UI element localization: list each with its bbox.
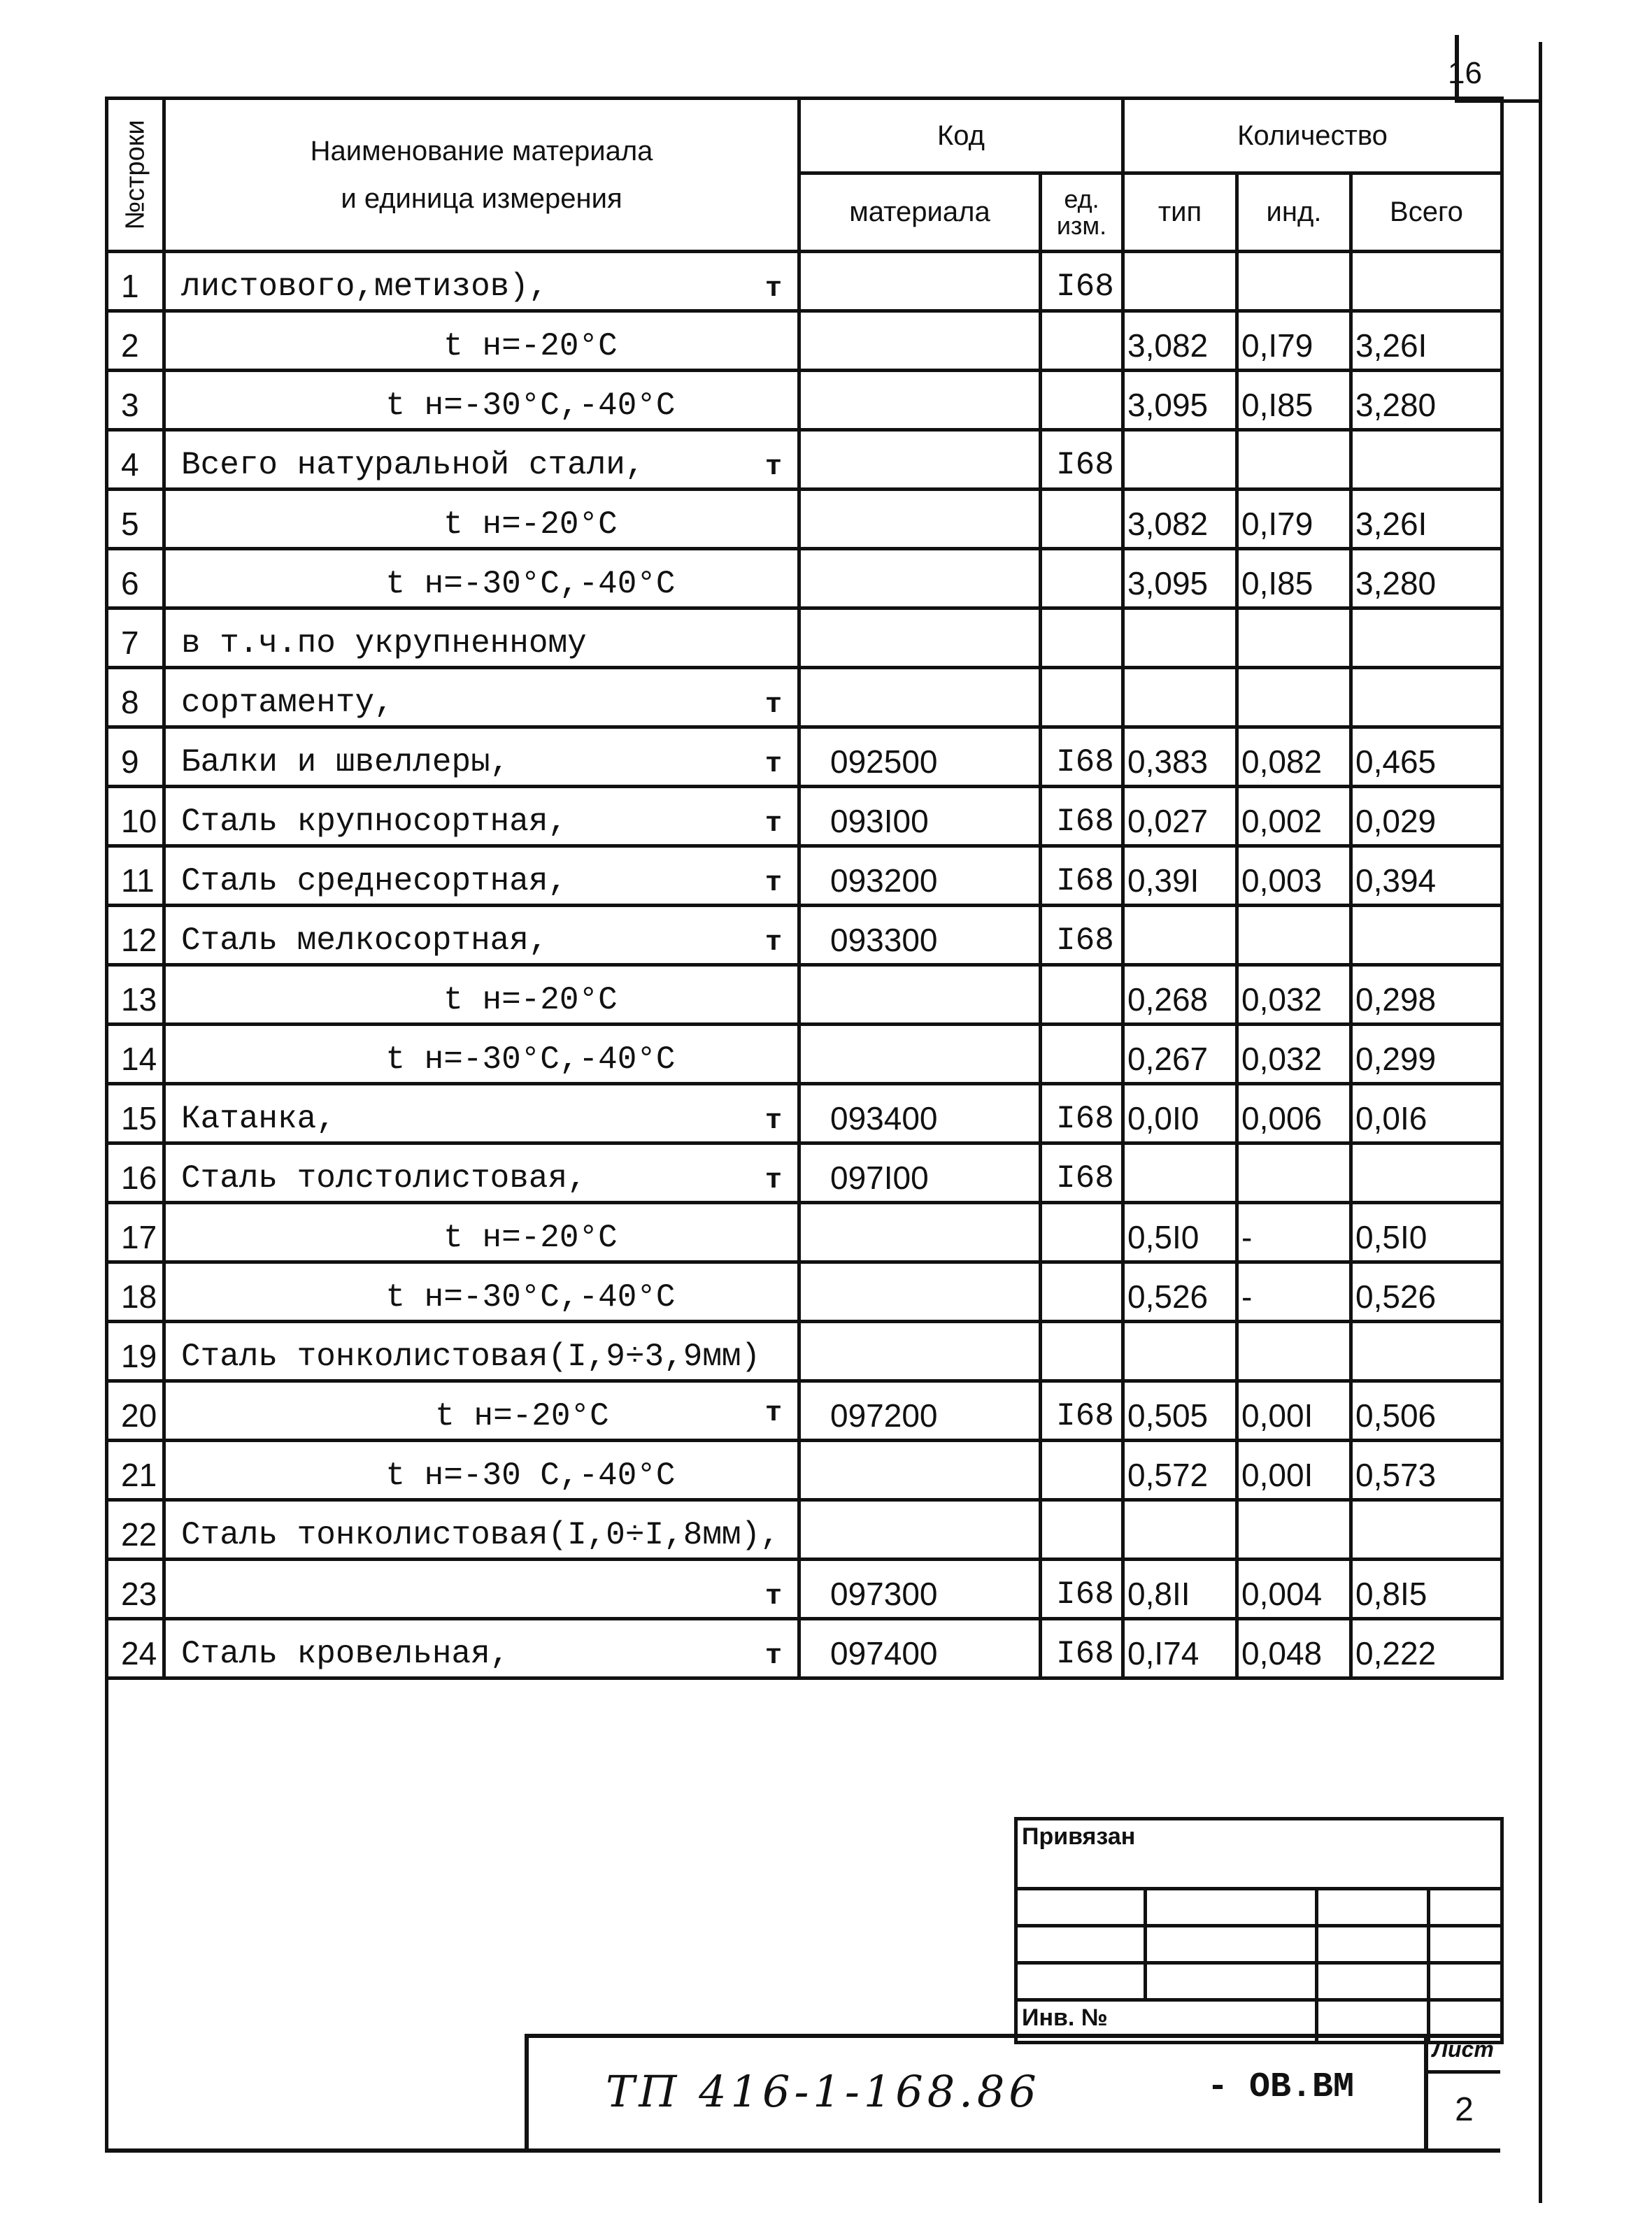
- unit-code: I68: [1041, 906, 1123, 965]
- material-name-cell: [164, 490, 799, 549]
- material-name: Сталь мелкосортная,: [181, 922, 548, 959]
- quantity-typ: [1123, 1322, 1237, 1381]
- sheet-number: 2: [1455, 2091, 1474, 2128]
- header-total: Всего: [1351, 173, 1502, 252]
- quantity-ind: 0,002: [1237, 787, 1351, 846]
- material-name-cell: [164, 1262, 799, 1322]
- material-name-cell: [164, 311, 799, 371]
- quantity-ind: 0,004: [1237, 1560, 1351, 1619]
- unit-label: т: [764, 690, 782, 721]
- material-code: [799, 490, 1041, 549]
- quantity-typ: 0,0I0: [1123, 1084, 1237, 1143]
- row-number: 3: [107, 371, 164, 430]
- header-code: Код: [799, 99, 1123, 173]
- material-code: 093300: [799, 906, 1041, 965]
- unit-label: т: [764, 273, 782, 305]
- row-number: 24: [107, 1619, 164, 1678]
- material-code: [799, 1441, 1041, 1500]
- table-row: [107, 311, 1502, 371]
- header-name-line2: и единица измерения: [341, 183, 622, 214]
- quantity-ind: 0,003: [1237, 846, 1351, 906]
- row-number: 23: [107, 1560, 164, 1619]
- material-name-cell: [164, 252, 799, 311]
- header-material-name: [164, 99, 799, 252]
- unit-label: т: [764, 1641, 782, 1672]
- material-code: [799, 1500, 1041, 1560]
- table-row: [107, 1322, 1502, 1381]
- quantity-typ: [1123, 906, 1237, 965]
- quantity-typ: [1123, 668, 1237, 727]
- table-row: [107, 608, 1502, 668]
- row-number: 17: [107, 1203, 164, 1262]
- row-number: 2: [107, 311, 164, 371]
- material-name-cell: [164, 1619, 799, 1678]
- table-row: [107, 906, 1502, 965]
- quantity-ind: [1237, 668, 1351, 727]
- material-name-cell: [164, 1322, 799, 1381]
- table-row: [107, 965, 1502, 1025]
- material-code: [799, 965, 1041, 1025]
- row-number: 10: [107, 787, 164, 846]
- material-name: листового,метизов),: [181, 269, 548, 305]
- row-number: 14: [107, 1025, 164, 1084]
- unit-code: [1041, 490, 1123, 549]
- unit-code: [1041, 549, 1123, 608]
- quantity-ind: 0,I85: [1237, 549, 1351, 608]
- material-code: 097300: [799, 1560, 1041, 1619]
- quantity-total: [1351, 668, 1502, 727]
- quantity-ind: 0,032: [1237, 1025, 1351, 1084]
- material-code: [799, 311, 1041, 371]
- unit-code: [1041, 1500, 1123, 1560]
- sheet-box: [1424, 2034, 1500, 2153]
- unit-label: т: [764, 1398, 782, 1430]
- quantity-typ: 3,082: [1123, 311, 1237, 371]
- material-name: Сталь тонколистовая(I,0÷I,8мм),: [181, 1517, 780, 1553]
- stamp-attached-label: Привязан: [1016, 1819, 1502, 1889]
- temperature-condition: t н=-30 С,-40°С: [385, 1457, 676, 1494]
- material-name-cell: [164, 965, 799, 1025]
- quantity-ind: 0,082: [1237, 727, 1351, 787]
- material-name-cell: [164, 1203, 799, 1262]
- header-material-code: материала: [799, 173, 1041, 252]
- stamp-cell: [1429, 1926, 1502, 1963]
- row-number: 6: [107, 549, 164, 608]
- unit-code: [1041, 1441, 1123, 1500]
- stamp-cell: [1146, 1963, 1317, 2000]
- temperature-condition: t н=-30°С,-40°С: [385, 1041, 676, 1078]
- quantity-total: 0,506: [1351, 1381, 1502, 1441]
- unit-code: I68: [1041, 846, 1123, 906]
- material-name-cell: [164, 430, 799, 490]
- material-name: Катанка,: [181, 1101, 336, 1137]
- document-suffix: - ОВ.ВМ: [1207, 2067, 1355, 2107]
- unit-label: т: [764, 1165, 782, 1197]
- quantity-total: 0,394: [1351, 846, 1502, 906]
- approval-stamp: [1014, 1817, 1504, 2044]
- quantity-total: [1351, 252, 1502, 311]
- material-name: Сталь кровельная,: [181, 1636, 510, 1672]
- document-code: ТП 416-1-168.86: [606, 2066, 1041, 2117]
- material-name-cell: [164, 371, 799, 430]
- quantity-ind: -: [1237, 1203, 1351, 1262]
- unit-label: т: [764, 1581, 782, 1613]
- quantity-typ: 3,082: [1123, 490, 1237, 549]
- table-row: [107, 1441, 1502, 1500]
- table-row: [107, 1143, 1502, 1203]
- table-row: [107, 1560, 1502, 1619]
- stamp-cell: [1146, 1926, 1317, 1963]
- sheet-label: Лист: [1428, 2034, 1500, 2074]
- stamp-cell: [1016, 1926, 1146, 1963]
- temperature-condition: t н=-20°С: [435, 1398, 609, 1434]
- header-unit-line1: ед.: [1064, 184, 1099, 213]
- quantity-typ: 0,267: [1123, 1025, 1237, 1084]
- quantity-typ: 0,526: [1123, 1262, 1237, 1322]
- row-number: 13: [107, 965, 164, 1025]
- material-name-cell: [164, 1441, 799, 1500]
- stamp-inventory-label: Инв. №: [1016, 2000, 1317, 2043]
- material-code: [799, 1322, 1041, 1381]
- row-number: 7: [107, 608, 164, 668]
- material-name-cell: [164, 846, 799, 906]
- material-name-cell: [164, 549, 799, 608]
- material-code: [799, 1262, 1041, 1322]
- material-name: Сталь толстолистовая,: [181, 1160, 587, 1197]
- quantity-typ: [1123, 1500, 1237, 1560]
- quantity-total: [1351, 1500, 1502, 1560]
- quantity-ind: [1237, 1500, 1351, 1560]
- stamp-cell: [1317, 1926, 1429, 1963]
- header-unit: [1041, 173, 1123, 252]
- quantity-total: [1351, 906, 1502, 965]
- unit-code: [1041, 1025, 1123, 1084]
- quantity-total: [1351, 1322, 1502, 1381]
- quantity-total: 0,0I6: [1351, 1084, 1502, 1143]
- quantity-typ: 0,5I0: [1123, 1203, 1237, 1262]
- material-name-cell: [164, 1025, 799, 1084]
- quantity-typ: 0,383: [1123, 727, 1237, 787]
- table-row: [107, 371, 1502, 430]
- quantity-typ: 3,095: [1123, 371, 1237, 430]
- quantity-total: 0,5I0: [1351, 1203, 1502, 1262]
- material-name-cell: [164, 1143, 799, 1203]
- quantity-total: 0,222: [1351, 1619, 1502, 1678]
- unit-label: т: [764, 1106, 782, 1137]
- row-number: 11: [107, 846, 164, 906]
- table-row: [107, 1500, 1502, 1560]
- quantity-total: 3,280: [1351, 549, 1502, 608]
- temperature-condition: t н=-20°С: [443, 1220, 618, 1256]
- row-number: 5: [107, 490, 164, 549]
- unit-code: [1041, 1262, 1123, 1322]
- quantity-ind: [1237, 906, 1351, 965]
- row-number: 20: [107, 1381, 164, 1441]
- quantity-typ: 0,39I: [1123, 846, 1237, 906]
- table-row: [107, 1619, 1502, 1678]
- unit-code: [1041, 668, 1123, 727]
- material-name: Всего натуральной стали,: [181, 447, 645, 483]
- page-number: 16: [1448, 56, 1482, 90]
- table-row: [107, 430, 1502, 490]
- quantity-total: 0,299: [1351, 1025, 1502, 1084]
- quantity-typ: [1123, 430, 1237, 490]
- quantity-total: 0,298: [1351, 965, 1502, 1025]
- header-name-line1: Наименование материала: [310, 136, 653, 166]
- material-name-cell: [164, 1560, 799, 1619]
- table-body: [107, 252, 1502, 1678]
- material-name-cell: [164, 1381, 799, 1441]
- material-code: [799, 1025, 1041, 1084]
- stamp-cell: [1429, 1963, 1502, 2000]
- row-number: 12: [107, 906, 164, 965]
- material-name-cell: [164, 1084, 799, 1143]
- temperature-condition: t н=-20°С: [443, 506, 618, 543]
- material-code: 097200: [799, 1381, 1041, 1441]
- quantity-total: 3,280: [1351, 371, 1502, 430]
- material-code: [799, 668, 1041, 727]
- quantity-typ: 0,8II: [1123, 1560, 1237, 1619]
- temperature-condition: t н=-30°С,-40°С: [385, 1279, 676, 1316]
- header-row-number: [107, 99, 164, 252]
- quantity-ind: 0,I85: [1237, 371, 1351, 430]
- unit-code: [1041, 311, 1123, 371]
- unit-code: I68: [1041, 1560, 1123, 1619]
- material-name: в т.ч.по укрупненному: [181, 625, 587, 662]
- unit-code: I68: [1041, 1619, 1123, 1678]
- material-code: 097400: [799, 1619, 1041, 1678]
- material-name-cell: [164, 727, 799, 787]
- unit-code: I68: [1041, 1143, 1123, 1203]
- material-code: [799, 252, 1041, 311]
- row-number: 4: [107, 430, 164, 490]
- title-block: [525, 2034, 1500, 2153]
- stamp-cell: [1016, 1889, 1146, 1926]
- material-code: [799, 371, 1041, 430]
- quantity-typ: 3,095: [1123, 549, 1237, 608]
- quantity-ind: [1237, 608, 1351, 668]
- quantity-ind: [1237, 430, 1351, 490]
- table-row: [107, 1084, 1502, 1143]
- quantity-typ: 0,572: [1123, 1441, 1237, 1500]
- row-number: 8: [107, 668, 164, 727]
- quantity-ind: -: [1237, 1262, 1351, 1322]
- unit-code: I68: [1041, 1084, 1123, 1143]
- table-row: [107, 1262, 1502, 1322]
- row-number: 1: [107, 252, 164, 311]
- table-row: [107, 1203, 1502, 1262]
- row-number: 15: [107, 1084, 164, 1143]
- quantity-ind: 0,032: [1237, 965, 1351, 1025]
- quantity-total: [1351, 608, 1502, 668]
- unit-code: [1041, 1203, 1123, 1262]
- temperature-condition: t н=-20°С: [443, 982, 618, 1018]
- stamp-cell: [1429, 1889, 1502, 1926]
- table-row: [107, 668, 1502, 727]
- material-code: [799, 608, 1041, 668]
- material-code: 093I00: [799, 787, 1041, 846]
- table-row: [107, 1025, 1502, 1084]
- unit-code: [1041, 965, 1123, 1025]
- material-name: Балки и швеллеры,: [181, 744, 510, 781]
- table-row: [107, 846, 1502, 906]
- materials-table: [105, 97, 1504, 1680]
- quantity-total: 0,8I5: [1351, 1560, 1502, 1619]
- table-row: [107, 252, 1502, 311]
- header-quantity: Количество: [1123, 99, 1502, 173]
- quantity-ind: 0,00I: [1237, 1441, 1351, 1500]
- header-unit-line2: изм.: [1056, 211, 1107, 240]
- unit-code: [1041, 1322, 1123, 1381]
- unit-code: I68: [1041, 252, 1123, 311]
- stamp-cell: [1146, 1889, 1317, 1926]
- row-number: 18: [107, 1262, 164, 1322]
- quantity-typ: [1123, 1143, 1237, 1203]
- quantity-ind: 0,00I: [1237, 1381, 1351, 1441]
- quantity-total: 3,26I: [1351, 490, 1502, 549]
- row-number: 16: [107, 1143, 164, 1203]
- quantity-typ: [1123, 252, 1237, 311]
- material-name-cell: [164, 1500, 799, 1560]
- table-row: [107, 727, 1502, 787]
- material-code: [799, 549, 1041, 608]
- quantity-ind: 0,I79: [1237, 311, 1351, 371]
- quantity-ind: 0,I79: [1237, 490, 1351, 549]
- unit-code: I68: [1041, 430, 1123, 490]
- quantity-total: 0,573: [1351, 1441, 1502, 1500]
- right-margin-rule: [1539, 42, 1542, 2203]
- table-row: [107, 787, 1502, 846]
- quantity-total: 0,465: [1351, 727, 1502, 787]
- unit-label: т: [764, 808, 782, 840]
- table-row: [107, 490, 1502, 549]
- quantity-total: 0,526: [1351, 1262, 1502, 1322]
- temperature-condition: t н=-20°С: [443, 328, 618, 364]
- quantity-typ: 0,268: [1123, 965, 1237, 1025]
- material-code: 092500: [799, 727, 1041, 787]
- quantity-ind: [1237, 1322, 1351, 1381]
- material-code: [799, 1203, 1041, 1262]
- unit-label: т: [764, 927, 782, 959]
- material-code: [799, 430, 1041, 490]
- unit-code: I68: [1041, 727, 1123, 787]
- quantity-typ: 0,505: [1123, 1381, 1237, 1441]
- quantity-total: [1351, 430, 1502, 490]
- quantity-ind: [1237, 252, 1351, 311]
- header-typ: тип: [1123, 173, 1237, 252]
- material-name: Сталь среднесортная,: [181, 863, 568, 899]
- quantity-ind: [1237, 1143, 1351, 1203]
- material-code: 093200: [799, 846, 1041, 906]
- row-number: 9: [107, 727, 164, 787]
- material-code: 097I00: [799, 1143, 1041, 1203]
- temperature-condition: t н=-30°С,-40°С: [385, 387, 676, 424]
- quantity-ind: 0,048: [1237, 1619, 1351, 1678]
- stamp-cell: [1016, 1963, 1146, 2000]
- quantity-typ: 0,027: [1123, 787, 1237, 846]
- unit-code: [1041, 608, 1123, 668]
- unit-code: I68: [1041, 1381, 1123, 1441]
- unit-label: т: [764, 868, 782, 899]
- quantity-typ: [1123, 608, 1237, 668]
- stamp-cell: [1317, 1963, 1429, 2000]
- temperature-condition: t н=-30°С,-40°С: [385, 566, 676, 602]
- unit-label: т: [764, 749, 782, 781]
- material-name-cell: [164, 906, 799, 965]
- header-row-number-label: №строки: [120, 120, 150, 230]
- row-number: 19: [107, 1322, 164, 1381]
- unit-code: I68: [1041, 787, 1123, 846]
- table-row: [107, 1381, 1502, 1441]
- unit-code: [1041, 371, 1123, 430]
- quantity-total: [1351, 1143, 1502, 1203]
- row-number: 21: [107, 1441, 164, 1500]
- material-name: Сталь тонколистовая(I,9÷3,9мм): [181, 1339, 761, 1375]
- quantity-typ: 0,I74: [1123, 1619, 1237, 1678]
- material-name: сортаменту,: [181, 685, 394, 721]
- quantity-total: 3,26I: [1351, 311, 1502, 371]
- header-ind: инд.: [1237, 173, 1351, 252]
- material-name-cell: [164, 668, 799, 727]
- material-name-cell: [164, 787, 799, 846]
- stamp-cell: [1317, 1889, 1429, 1926]
- table-row: [107, 549, 1502, 608]
- material-name-cell: [164, 608, 799, 668]
- quantity-ind: 0,006: [1237, 1084, 1351, 1143]
- material-name: Сталь крупносортная,: [181, 804, 568, 840]
- row-number: 22: [107, 1500, 164, 1560]
- unit-label: т: [764, 452, 782, 483]
- material-code: 093400: [799, 1084, 1041, 1143]
- quantity-total: 0,029: [1351, 787, 1502, 846]
